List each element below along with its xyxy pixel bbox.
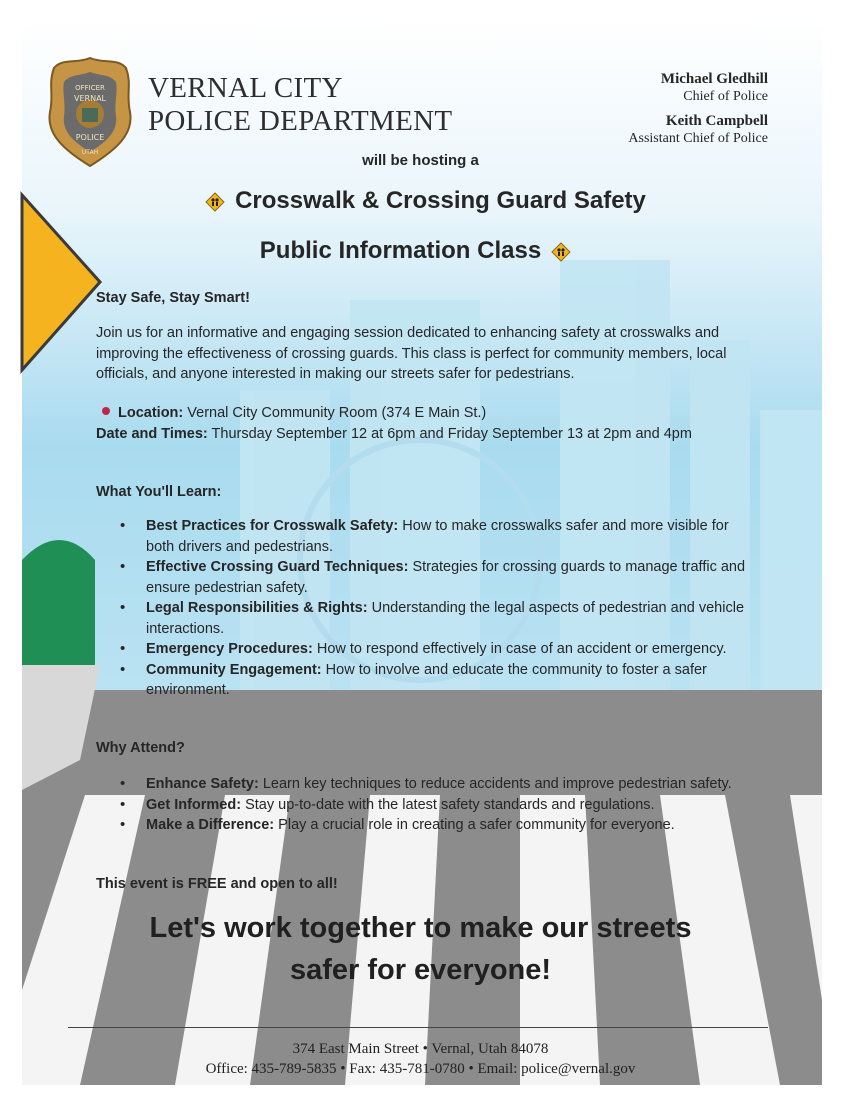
list-item-label: Legal Responsibilities & Rights: (146, 600, 368, 616)
learn-heading: What You'll Learn: (96, 484, 222, 500)
school-crossing-icon (205, 192, 225, 212)
list-item-text: Strategies for crossing guards to manage traffic and ensure pedestrian safety. (146, 559, 746, 596)
list-item (96, 774, 736, 795)
assistant-chief-block (628, 113, 768, 147)
footer-address: 374 East Main Street • Vernal, Utah 84078 (292, 1041, 549, 1057)
list-item-text: How to respond effectively in case of an accident or emergency. (316, 641, 727, 657)
event-title-2: Public Information Class (259, 237, 542, 264)
list-item-label: Make a Difference: (146, 817, 275, 833)
attend-heading: Why Attend? (96, 740, 185, 756)
assistant-chief-title: Assistant Chief of Police (628, 131, 768, 146)
chief-block (661, 71, 768, 105)
intro-paragraph: Join us for an informative and engaging session dedicated to enhancing safety at crosswalks and improving the effectiveness of crossing guards. This class is perfect for community members, local officials, and anyone interested in making our streets safer for pedestrians. (96, 325, 727, 382)
footer-divider (68, 1027, 768, 1028)
dates-line (96, 424, 756, 445)
location-value: Vernal City Community Room (374 E Main St.) (187, 405, 487, 421)
dates-value: Thursday September 12 at 6pm and Friday September 13 at 2pm and 4pm (211, 426, 692, 442)
list-item-label: Effective Crossing Guard Techniques: (146, 559, 409, 575)
list-item (96, 660, 756, 701)
list-item-text: Learn key techniques to reduce accidents and improve pedestrian safety. (262, 776, 732, 792)
badge-text-utah: UTAH (81, 149, 99, 156)
tagline: Stay Safe, Stay Smart! (96, 290, 250, 306)
list-item (96, 598, 756, 639)
badge-text-police: POLICE (75, 133, 105, 142)
list-item-text: Understanding the legal aspects of pedestrian and vehicle interactions. (146, 600, 745, 637)
department-name-line2: POLICE DEPARTMENT (148, 105, 453, 137)
list-item-text: Play a crucial role in creating a safer community for everyone. (278, 817, 675, 833)
free-event-note: This event is FREE and open to all! (96, 876, 338, 892)
list-item (96, 516, 756, 557)
call-to-action (0, 907, 841, 991)
list-item-label: Get Informed: (146, 796, 242, 813)
list-item-label: Enhance Safety: (146, 776, 259, 792)
dates-label: Date and Times: (96, 426, 208, 442)
list-item (96, 815, 736, 836)
list-item (96, 557, 756, 598)
department-name (148, 72, 452, 138)
location-label: Location: (118, 405, 184, 421)
list-item-text: How to involve and educate the community to foster a safer environment. (146, 661, 707, 698)
department-name-line1: VERNAL CITY (148, 72, 343, 104)
badge-text-vernal: VERNAL (74, 94, 106, 103)
list-item-label: Emergency Procedures: (146, 641, 313, 657)
location-pin-icon (102, 407, 110, 415)
event-title-line1 (0, 187, 841, 215)
location-line (96, 403, 756, 424)
list-item-label: Community Engagement: (146, 661, 322, 678)
hosting-text: will be hosting a (362, 152, 479, 169)
cta-line1: Let's work together to make our streets (149, 912, 692, 944)
chief-name: Michael Gledhill (660, 71, 768, 87)
chief-title: Chief of Police (683, 89, 768, 104)
badge-text-officer: OFFICER (75, 84, 105, 92)
list-item-label: Best Practices for Crosswalk Safety: (146, 518, 399, 534)
list-item-text: Stay up-to-date with the latest safety standards and regulations. (245, 796, 655, 813)
assistant-chief-name: Keith Campbell (665, 113, 768, 129)
green-bush (22, 540, 95, 665)
event-title-1: Crosswalk & Crossing Guard Safety (235, 187, 646, 214)
learn-list (96, 516, 756, 701)
list-item (96, 795, 736, 816)
event-title-line2 (0, 237, 841, 265)
attend-list (96, 774, 736, 836)
list-item (96, 639, 756, 660)
school-crossing-icon (551, 242, 571, 262)
cta-line2: safer for everyone! (289, 954, 552, 986)
list-item-text: How to make crosswalks safer and more visible for both drivers and pedestrians. (146, 518, 729, 555)
footer-contact: Office: 435-789-5835 • Fax: 435-781-0780 • Email: police@vernal.gov (205, 1061, 636, 1077)
